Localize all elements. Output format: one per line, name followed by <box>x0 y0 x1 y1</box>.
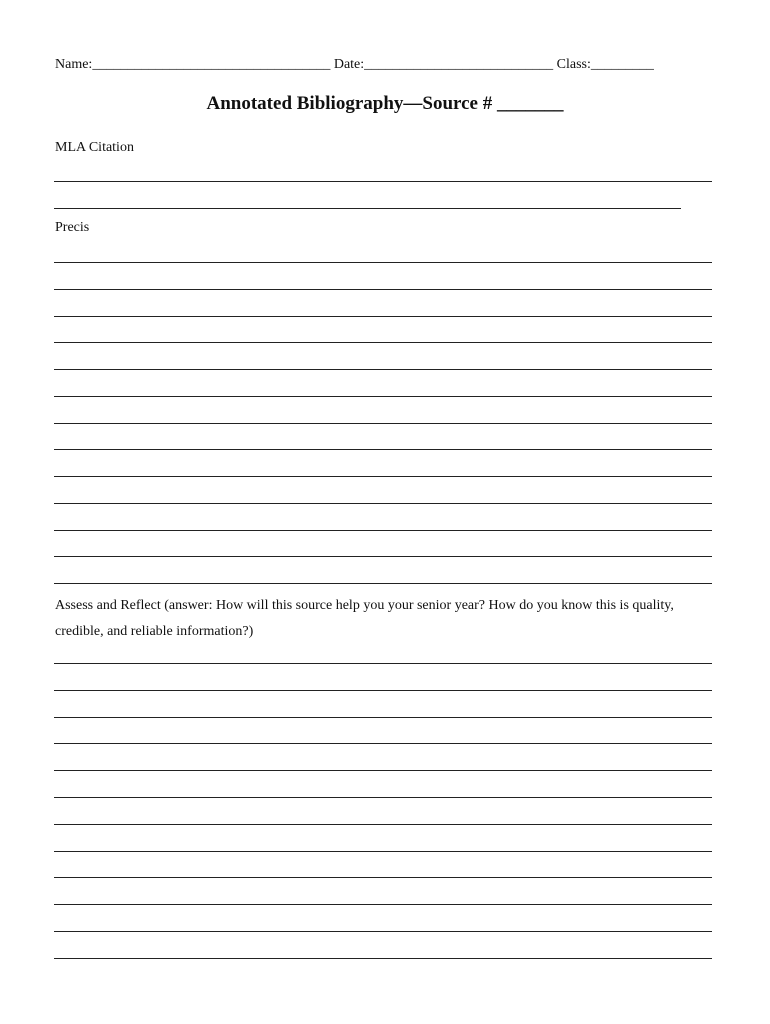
writing-line[interactable] <box>54 663 712 664</box>
writing-line[interactable] <box>54 396 712 397</box>
writing-line[interactable] <box>54 316 712 317</box>
class-blank[interactable]: _________ <box>590 57 654 72</box>
mla-citation-label: MLA Citation <box>55 140 134 155</box>
writing-line[interactable] <box>54 690 712 691</box>
writing-line[interactable] <box>54 851 712 852</box>
name-label: Name: <box>55 57 93 72</box>
writing-line[interactable] <box>54 556 712 557</box>
writing-line[interactable] <box>54 931 712 932</box>
name-blank[interactable]: __________________________________ <box>92 57 331 72</box>
writing-line[interactable] <box>54 449 712 450</box>
writing-line[interactable] <box>54 289 712 290</box>
writing-line[interactable] <box>54 824 712 825</box>
precis-label: Precis <box>55 220 90 235</box>
date-label: Date: <box>333 57 365 72</box>
writing-line[interactable] <box>54 958 712 959</box>
writing-line[interactable] <box>54 262 712 263</box>
writing-line[interactable] <box>54 530 712 531</box>
writing-line[interactable] <box>54 476 712 477</box>
writing-line[interactable] <box>54 717 712 718</box>
assess-reflect-label: Assess and Reflect (answer: How will this source help you your senior year? How do you know this is quality, credible, and reliable information?) <box>55 598 674 639</box>
writing-line[interactable] <box>54 797 712 798</box>
writing-line[interactable] <box>54 423 712 424</box>
mla-writing-line[interactable] <box>54 208 681 209</box>
writing-line[interactable] <box>54 877 712 878</box>
writing-line[interactable] <box>54 770 712 771</box>
writing-line[interactable] <box>54 369 712 370</box>
mla-writing-line[interactable] <box>54 181 712 182</box>
class-label: Class: <box>556 57 591 72</box>
header-row <box>55 57 715 73</box>
writing-line[interactable] <box>54 583 712 584</box>
writing-line[interactable] <box>54 904 712 905</box>
writing-line[interactable] <box>54 503 712 504</box>
writing-line[interactable] <box>54 743 712 744</box>
page-title: Annotated Bibliography—Source # _______ <box>206 93 564 114</box>
date-blank[interactable]: ___________________________ <box>364 57 554 72</box>
writing-line[interactable] <box>54 342 712 343</box>
